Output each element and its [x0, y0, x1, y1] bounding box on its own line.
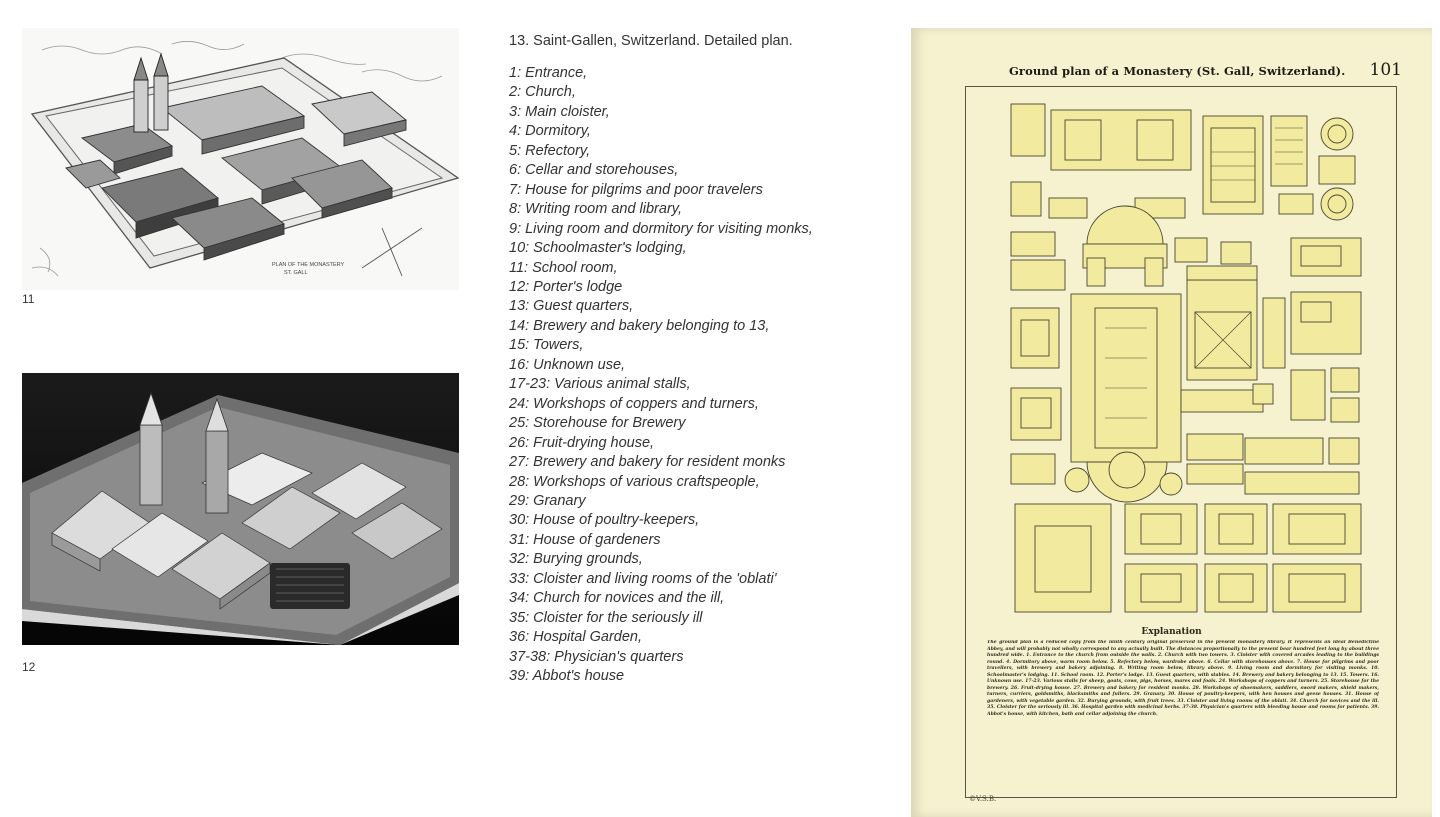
legend-list [509, 64, 879, 687]
legend-item: 30: House of poultry-keepers, [509, 512, 700, 529]
book-page-number: 101 [1369, 60, 1402, 80]
book-title: Ground plan of a Monastery (St. Gall, Switzerland). [1009, 64, 1346, 78]
legend-item: 17-23: Various animal stalls, [509, 376, 691, 393]
legend-item: 2: Church, [509, 84, 576, 101]
figure-11-caption: 11 [22, 292, 35, 306]
legend-item: 14: Brewery and bakery belonging to 13, [509, 317, 770, 334]
book-header [1009, 60, 1402, 80]
legend-item: 16: Unknown use, [509, 356, 626, 373]
legend-item: 11: School room, [509, 259, 618, 276]
legend-item: 12: Porter's lodge [509, 278, 623, 295]
sketch-label-1: PLAN OF THE MONASTERY [272, 262, 345, 268]
legend-item: 27: Brewery and bakery for resident monks [509, 454, 786, 471]
legend-item: 37-38: Physician's quarters [509, 648, 684, 665]
legend-item: 36: Hospital Garden, [509, 629, 642, 646]
monastery-sketch-image [22, 28, 459, 290]
model-drawing [22, 373, 459, 645]
legend-item: 6: Cellar and storehouses, [509, 162, 679, 179]
figure-12-caption: 12 [22, 660, 36, 674]
sketch-drawing [22, 28, 459, 290]
sketch-label-2: ST. GALL [284, 270, 308, 276]
explanation-text: The ground plan is a reduced copy from the ninth century original preserved in the present monastery library. It represents an ideal Benedictine Abbey, and will probably not wholly correspond to any actually built. The distances proportionally to the present bear hundred feet long by about three hundred wide. 1. Entrance to the church from outside the walls. 2. Church with two towers. 3. Cloister with covered arcades leading to the buildings round. 4. Dormitory above, warm room below. 5. Refectory below, wardrobe above. 6. Cellar with storehouses above. 7. House for pilgrims and poor travellers, with brewery and bakery adjoining. 8. Writing room below, library above. 9. Living room and dormitory for visiting monks. 10. Schoolmaster's lodging. 11. School room. 12. Porter's lodge. 13. Guest quarters, with stables. 14. Brewery and bakery belonging to 13. 15. Towers. 16. Unknown use. 17-23. Various stalls for sheep, goats, cows, pigs, horses, mares and foals. 24. Workshops of coppers and turners. 25. Storehouse for the brewery. 26. Fruit-drying house. 27. Brewery and bakery for resident monks. 28. Workshops of shoemakers, saddlers, sword makers, shield makers, turners, curriers, goldsmiths, blacksmiths and fullers. 29. Granary. 30. House of poultry-keepers, with hen houses and geese houses. 31. House of gardeners, with vegetable garden. 32. Burying grounds, with fruit trees. 33. Cloister and living rooms of the oblati. 34. Church for novices and the ill. 35. Cloister for the seriously ill. 36. Hospital garden with medicinal herbs. 37-38. Physician's quarters with bleeding house and rooms for patients. 39. Abbot's house, with kitchen, bath and cellar adjoining the church. [987, 640, 1379, 718]
legend-item: 8: Writing room and library, [509, 201, 682, 218]
plan-legend [509, 32, 879, 687]
legend-item: 1: Entrance, [509, 65, 588, 81]
legend-item: 7: House for pilgrims and poor travelers [509, 181, 763, 198]
legend-item: 4: Dormitory, [509, 123, 591, 140]
legend-title: 13. Saint-Gallen, Switzerland. Detailed plan. [509, 33, 793, 49]
legend-item: 32: Burying grounds, [509, 551, 643, 568]
legend-item: 26: Fruit-drying house, [509, 434, 655, 451]
book-page-scan [911, 28, 1432, 817]
legend-item: 33: Cloister and living rooms of the 'oblati' [509, 570, 777, 587]
legend-item: 28: Workshops of various craftspeople, [509, 473, 760, 490]
monastery-model-photo [22, 373, 459, 645]
legend-item: 29: Granary [509, 492, 586, 509]
legend-item: 10: Schoolmaster's lodging, [509, 240, 687, 257]
legend-item: 25: Storehouse for Brewery [509, 415, 686, 432]
legend-item: 3: Main cloister, [509, 103, 610, 120]
legend-item: 34: Church for novices and the ill, [509, 590, 725, 607]
legend-item: 24: Workshops of coppers and turners, [509, 395, 759, 412]
book-footer-mark: ©V.S.B. [969, 795, 997, 803]
monastery-ground-plan [975, 98, 1375, 618]
legend-item: 9: Living room and dormitory for visiting monks, [509, 220, 813, 237]
legend-item: 35: Cloister for the seriously ill [509, 609, 703, 626]
legend-item: 5: Refectory, [509, 142, 591, 159]
legend-item: 39: Abbot's house [509, 668, 625, 685]
legend-item: 15: Towers, [509, 337, 584, 354]
legend-item: 13: Guest quarters, [509, 298, 634, 315]
explanation-heading: Explanation [1141, 627, 1202, 637]
legend-item: 31: House of gardeners [509, 531, 661, 548]
